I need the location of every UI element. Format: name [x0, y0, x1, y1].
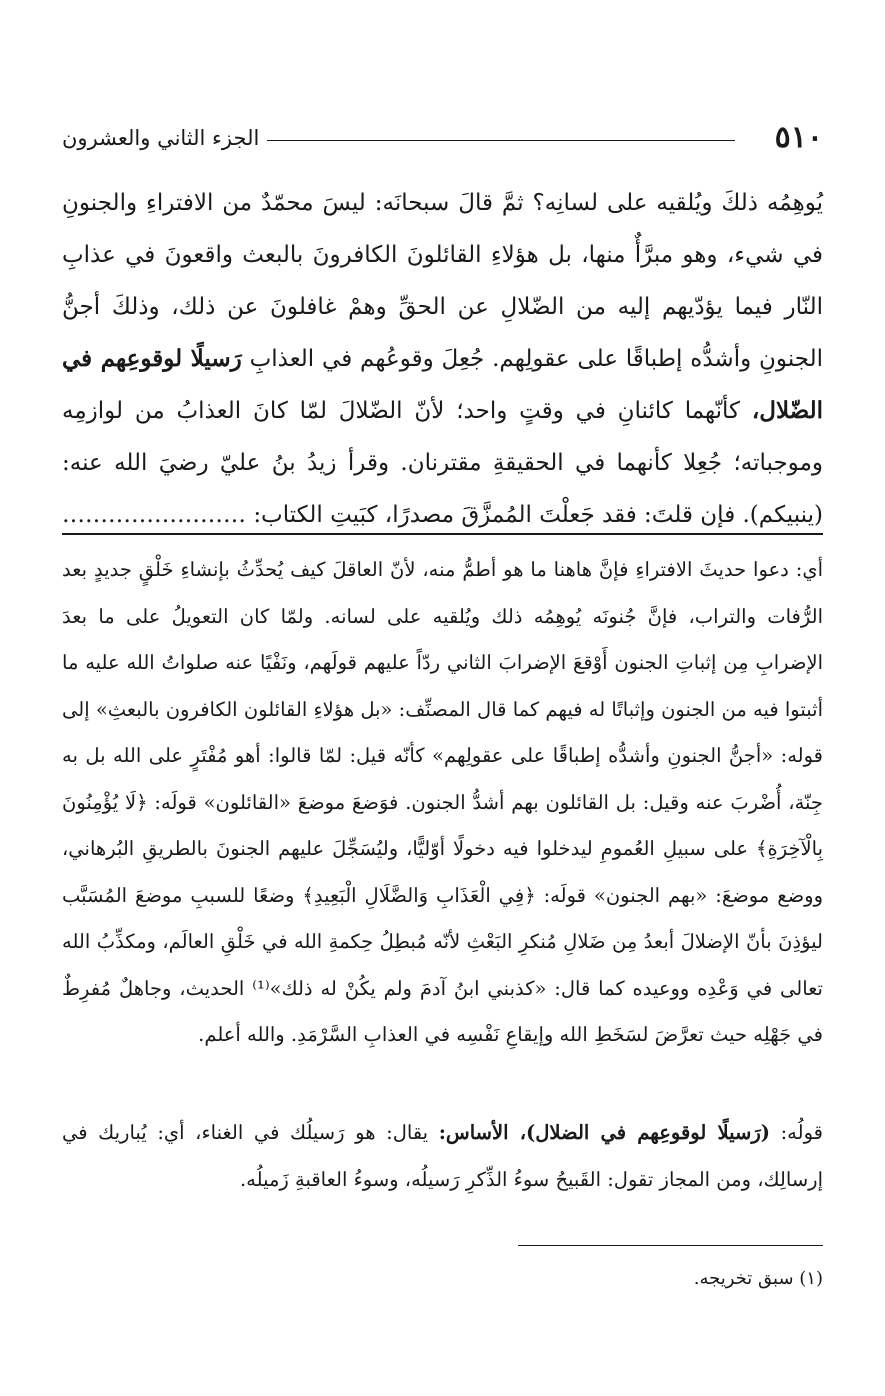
footnote-rule [518, 1245, 823, 1246]
running-title: الجزء الثاني والعشرون [62, 126, 260, 150]
section-separator [62, 533, 823, 535]
note-bold: (رَسيلًا لوقوعِهم في الضلال)، الأساس: [438, 1121, 770, 1144]
main-text-part-2: كأنّهما كائنانِ في وقتٍ واحد؛ لأنّ الضّلالَ لمّا كانَ العذابُ من لوازمِه وموجباته؛ جُعِلا كأنهما في الحقيقةِ مقترنان. وقرأ زيدُ بنُ عليّ رضيَ الله عنه: (ينبيكم). فإن قلتَ: فقد جَعلْتَ المُمزَّقَ مصدرًا، كبَيتِ الكتاب: [62, 398, 823, 528]
main-text [62, 177, 823, 541]
note-prefix: قولُه: [780, 1121, 823, 1144]
main-text-part-1: يُوهِمُه ذلكَ ويُلقيه على لسانِه؟ ثمَّ قالَ سبحانَه: ليسَ محمّدٌ من الافتراءِ والجنونِ في شيء، وهو مبرَّأٌ منها، بل هؤلاءِ القائلونَ الكافرونَ بالبعث واقعونَ في عذابِ النّار فيما يؤدّيهم إليه من الضّلالِ عن الحقِّ وهمْ غافلونَ عن ذلك، وذلكَ أجنُّ الجنونِ وأشدُّه إطباقًا على عقولِهم. جُعِلَ وقوعُهم في العذابِ [62, 190, 824, 372]
verse-ellipsis: …………………… [62, 502, 246, 528]
footnote: (١) سبق تخريجه. [693, 1268, 823, 1289]
commentary-text: أي: دعوا حديثَ الافتراءِ فإنَّ هاهنا ما هو أطمُّ منه، لأنّ العاقلَ كيف يُحدِّثُ بإنشاءِ خَلْقٍ جديدٍ بعد الرُّفات والتراب، فإنَّ جُنونَه يُوهِمُه ذلك ويُلقيه على لسانه. ولمّا كان التعويلُ على ما بعدَ الإضرابِ مِن إثباتِ الجنون أَوْقعَ الإضرابَ الثاني ردّاً عليهم قولَهم، ونَفْيًا عنه صلواتُ الله عليه ما أثبتوا فيه من الجنون وإثباتًا له فيهم كما قال المصنِّف: «بل هؤلاءِ القائلون الكافرون بالبعثِ» إلى قوله: «أجنُّ الجنونِ وأشدُّه إطباقًا على عقولِهم» كأنّه قيل: لمّا قالوا: أهو مُفْتَرٍ على الله بل به جِنّة، أُضْربَ عنه وقيل: بل القائلون بهم أشدُّ الجنون. فوَضعَ موضعَ «القائلون» قولَه: ﴿لَا يُؤْمِنُونَ بِالْآخِرَةِ﴾ على سبيلِ العُمومِ ليدخلوا فيه دخولًا أوّليًّا، وليُسَجِّلَ عليهم الجنونَ بالطريقِ البُرهاني، ووضع موضعَ: «بهم الجنون» قولَه: ﴿فِي الْعَذَابِ وَالضَّلَالِ الْبَعِيدِ﴾ وضعًا للسببِ موضعَ المُسَبَّب ليؤذِنَ بأنّ الإضلالَ أبعدُ مِن ضَلالِ مُنكرِ البَعْثِ لأنّه مُبطِلُ حِكمةِ الله في خَلْقِ العالَم، ومكذِّبُ الله تعالى في وَعْدِه ووعيده كما قال: «كذبني ابنُ آدمَ ولم يكُنْ له ذلك»⁽¹⁾ الحديث، وجاهلٌ مُفرِطٌ في جَهْلِه حيث تعرَّضَ لسَخَطِ الله وإيقاعِ نَفْسِه في العذابِ السَّرْمَدِ. والله أعلم. [62, 558, 823, 1046]
page-header [62, 118, 823, 158]
header-rule [267, 140, 735, 141]
main-text-bold: رَسيلًا لوقوعِهم في الضّلال، [62, 345, 824, 424]
lexical-note [62, 1110, 823, 1203]
page-number: ٥١٠ [774, 120, 823, 155]
note-text: يقال: هو رَسيلُك في الغناء، أي: يُباريك في إرسالِك، ومن المجاز تقول: القَبيحُ سوءُ الذِّكرِ رَسيلُه، وسوءُ العاقبةِ زَميلُه. [62, 1121, 823, 1191]
